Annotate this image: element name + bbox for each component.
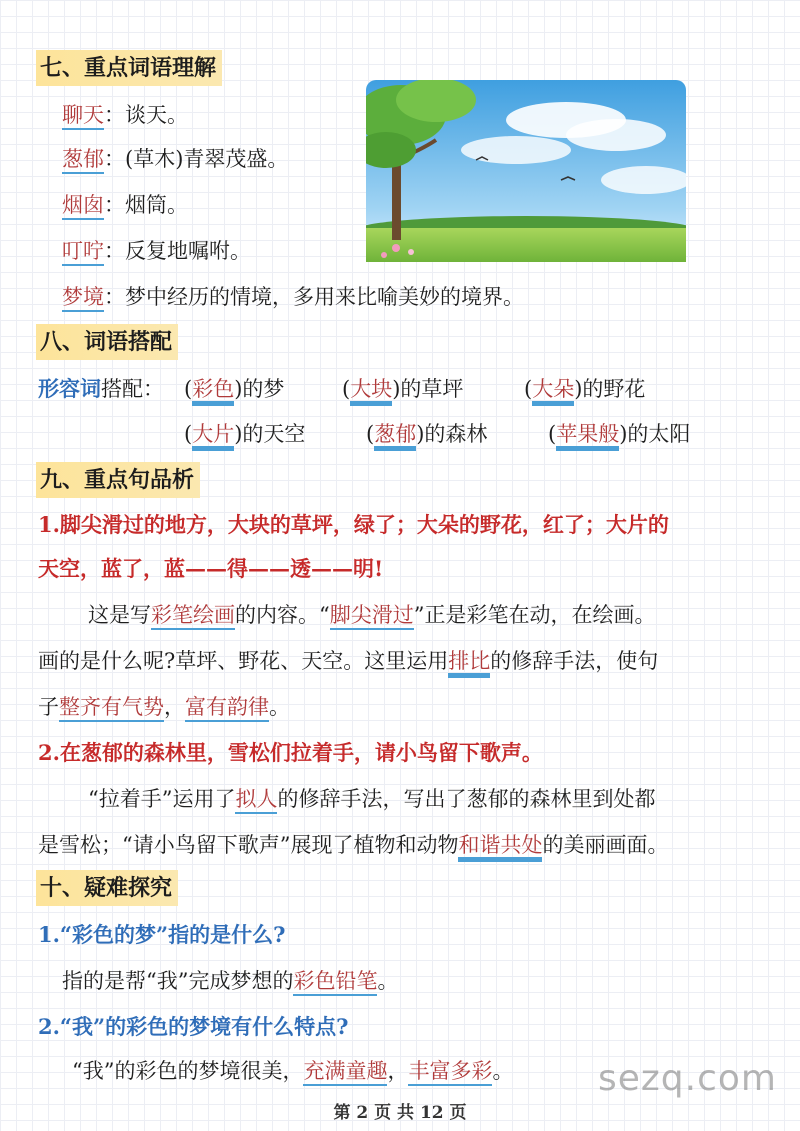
collocation-row-1: 形容词搭配： <box>38 376 164 401</box>
section-8-title: 八、词语搭配 <box>36 324 178 360</box>
key-sentence-1-line-1: 1.脚尖滑过的地方，大块的草坪，绿了；大朵的野花，红了；大片的 <box>38 512 669 537</box>
analysis-1-line-1: 这是写彩笔绘画的内容。“脚尖滑过”正是彩笔在动，在绘画。 <box>88 600 656 630</box>
landscape-illustration <box>366 80 686 262</box>
collocation-item: (葱郁)的森林 <box>366 422 488 446</box>
analysis-2-line-1: “拉着手”运用了拟人的修辞手法，写出了葱郁的森林里到处都 <box>88 784 655 814</box>
vocab-item: 烟囱：烟筒。 <box>62 190 188 220</box>
question-2: 2.“我”的彩色的梦境有什么特点? <box>38 1014 349 1039</box>
vocab-item: 梦境：梦中经历的情境，多用来比喻美妙的境界。 <box>62 282 524 312</box>
answer-1: 指的是帮“我”完成梦想的彩色铅笔。 <box>62 966 398 996</box>
collocation-item: (苹果般)的太阳 <box>548 422 691 446</box>
analysis-1-line-2: 画的是什么呢?草坪、野花、天空。这里运用排比的修辞手法，使句 <box>38 649 659 673</box>
answer-2: “我”的彩色的梦境很美，充满童趣，丰富多彩。 <box>72 1056 513 1086</box>
vocab-item: 叮咛：反复地嘱咐。 <box>62 236 251 266</box>
key-sentence-2: 2.在葱郁的森林里，雪松们拉着手，请小鸟留下歌声。 <box>38 740 543 765</box>
analysis-1-line-3: 子整齐有气势，富有韵律。 <box>38 692 290 722</box>
collocation-item: (大块)的草坪 <box>342 377 464 401</box>
question-1: 1.“彩色的梦”指的是什么? <box>38 922 286 947</box>
vocab-item: 葱郁：(草木)青翠茂盛。 <box>62 144 288 174</box>
section-7-title: 七、重点词语理解 <box>36 50 222 86</box>
page-footer: 第 2 页 共 12 页 <box>333 1103 467 1123</box>
vocab-item: 聊天：谈天。 <box>62 100 188 130</box>
section-10-title: 十、疑难探究 <box>36 870 178 906</box>
collocation-item: (彩色)的梦 <box>184 377 285 401</box>
collocation-item: (大片)的天空 <box>184 422 306 446</box>
watermark: sezq.com <box>598 1058 777 1099</box>
collocation-item: (大朵)的野花 <box>524 377 646 401</box>
key-sentence-1-line-2: 天空，蓝了，蓝——得——透——明! <box>38 556 384 581</box>
analysis-2-line-2: 是雪松；“请小鸟留下歌声”展现了植物和动物和谐共处的美丽画面。 <box>38 833 669 857</box>
section-9-title: 九、重点句品析 <box>36 462 200 498</box>
